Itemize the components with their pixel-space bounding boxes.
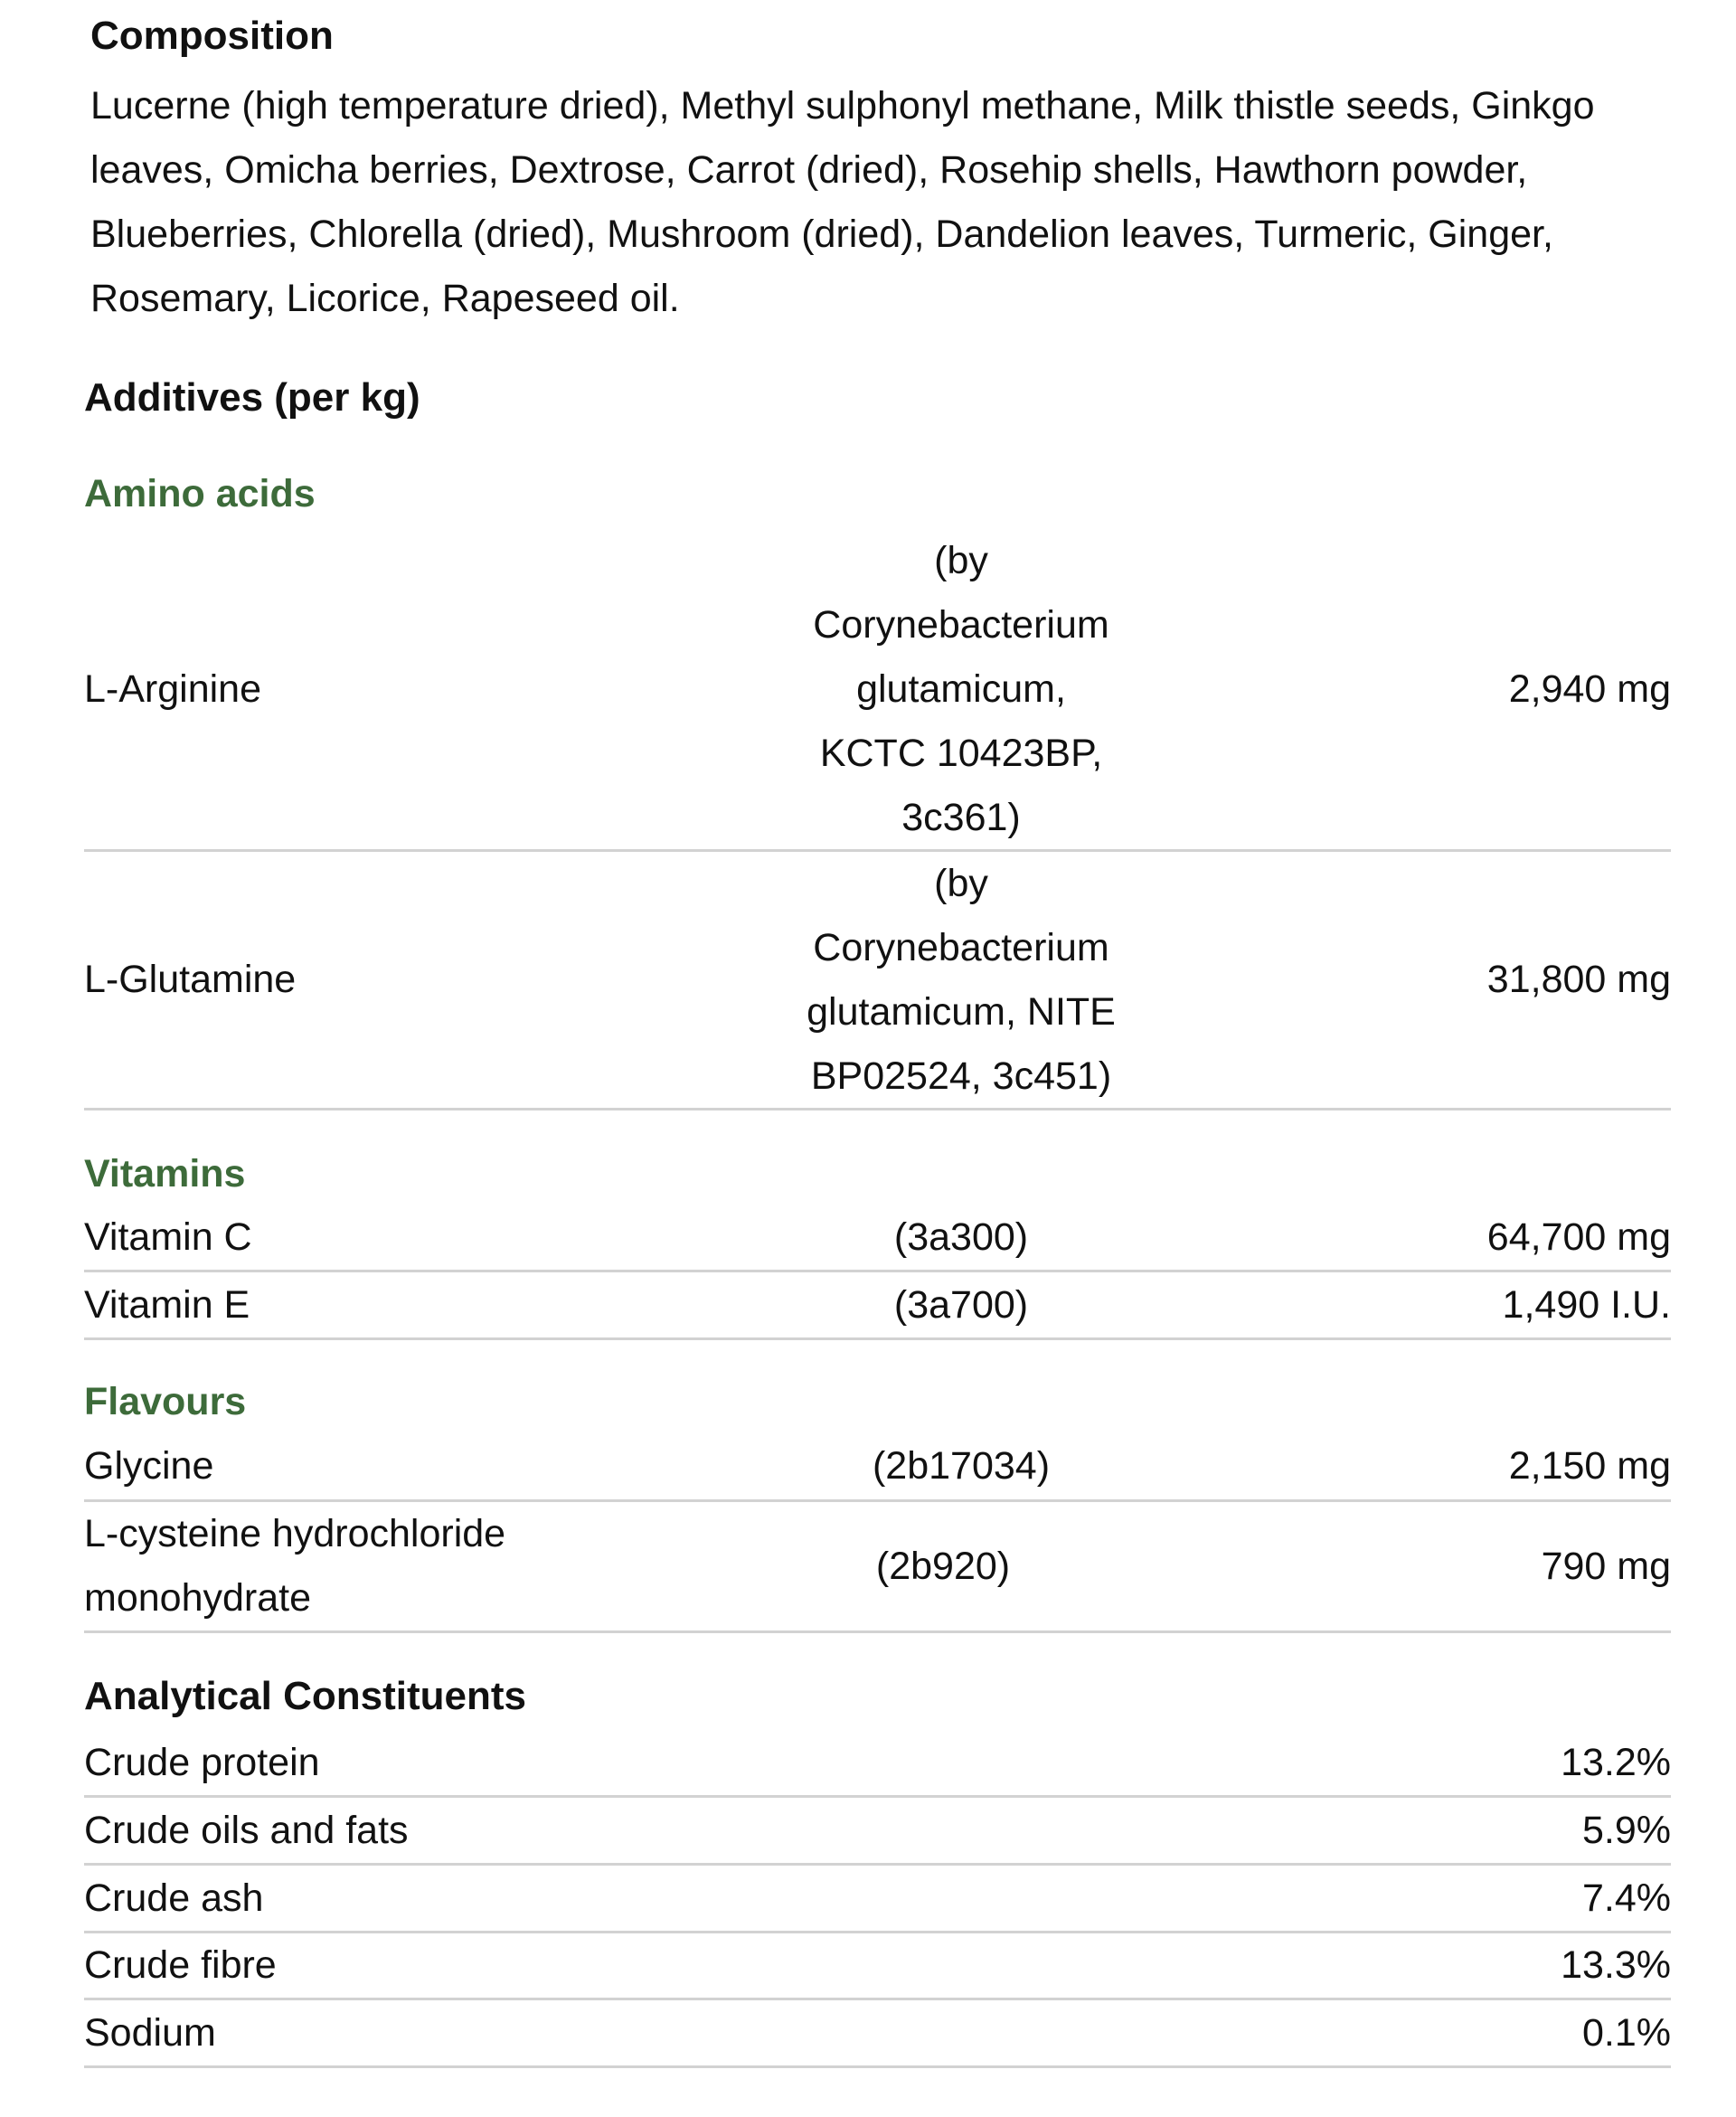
additives-heading: Additives (per kg) [84,375,420,420]
additive-name: Vitamin E [84,1282,250,1327]
table-row [84,1205,1671,1272]
table-row [84,1933,1671,2000]
table-row [84,1272,1671,1340]
constituent-value: 5.9% [1581,1808,1671,1852]
analytical-table [84,1730,1671,2068]
constituent-value: 7.4% [1581,1876,1671,1920]
table-row [84,1866,1671,1933]
table-row [84,529,1671,852]
additive-name: L-Arginine [84,666,261,711]
table-row [84,2000,1671,2068]
group-heading-flavours: Flavours [84,1380,247,1423]
additive-name: L-cysteine hydrochloride monohydrate [84,1512,506,1620]
additive-amount: 2,150 mg [1508,1444,1671,1488]
group-heading-amino-acids: Amino acids [84,472,316,515]
additive-ref: (3a300) [893,1214,1029,1259]
additive-name: L-Glutamine [84,958,297,1001]
table-row [84,1433,1671,1502]
additive-amount: 2,940 mg [1508,666,1671,711]
constituent-value: 13.3% [1561,1943,1671,1987]
additive-amount: 31,800 mg [1486,958,1671,1001]
composition-heading: Composition [90,14,334,58]
group-heading-vitamins: Vitamins [84,1152,246,1196]
constituent-name: Sodium [84,2010,216,2055]
table-row [84,1798,1671,1866]
additive-amount: 1,490 I.U. [1502,1282,1671,1327]
constituent-name: Crude fibre [84,1943,277,1987]
constituent-name: Crude protein [84,1740,320,1784]
additive-ref: (2b920) [875,1544,1011,1588]
vitamins-table [84,1205,1671,1340]
table-row [84,1502,1671,1633]
constituent-value: 13.2% [1561,1740,1671,1784]
additive-amount: 64,700 mg [1486,1214,1671,1259]
constituent-value: 0.1% [1581,2010,1671,2055]
additive-name: Vitamin C [84,1214,252,1259]
table-row [84,852,1671,1110]
constituent-name: Crude ash [84,1876,264,1920]
constituent-name: Crude oils and fats [84,1808,409,1852]
amino-acids-table [84,529,1671,1110]
additive-ref: (by Corynebacterium glutamicum, KCTC 10423BP, 3c361) [813,538,1109,839]
additive-name: Glycine [84,1444,214,1488]
table-row [84,1730,1671,1798]
additive-ref: (by Corynebacterium glutamicum, NITE BP02524, 3c451) [807,861,1116,1098]
additive-amount: 790 mg [1541,1544,1671,1588]
additive-ref: (2b17034) [872,1444,1051,1488]
analytical-heading: Analytical Constituents [84,1674,526,1718]
flavours-table [84,1433,1671,1633]
composition-text: Lucerne (high temperature dried), Methyl sulphonyl methane, Milk thistle seeds, Ginkgo leaves, Omicha berries, Dextrose, Carrot (dried), Rosehip shells, Hawthorn powder, Blueberries, Chlorella (dried), Mushroom (dried), Dandelion leaves, Turmeric, Ginger, Rosemary, Licorice, Rapeseed oil. [90,84,1595,320]
additive-ref: (3a700) [893,1282,1029,1327]
